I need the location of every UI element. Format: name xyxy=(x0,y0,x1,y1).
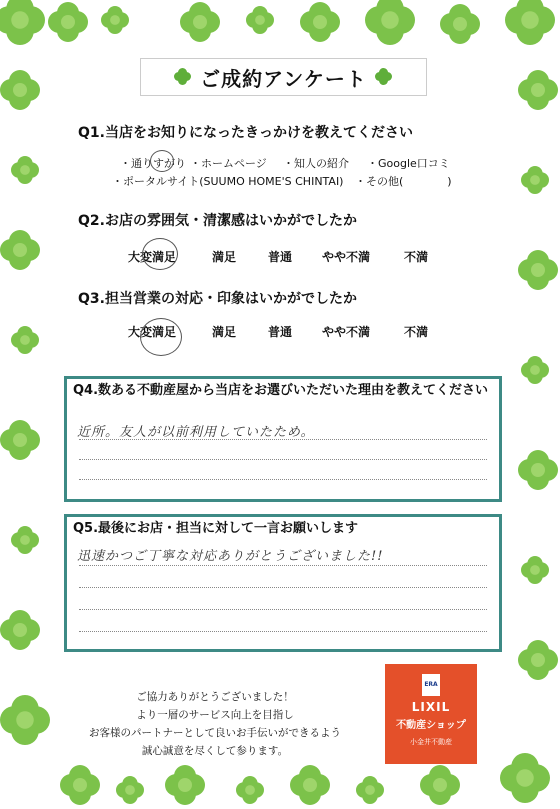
q3-selection-mark xyxy=(140,318,182,356)
q5-question: Q5.最後にお店・担当に対して一言お願いします xyxy=(73,521,359,536)
logo-brand: LIXIL xyxy=(411,700,451,714)
thanks-line: より一層のサービス向上を目指し xyxy=(136,709,294,721)
q2-selection-mark xyxy=(142,238,178,270)
answer-line xyxy=(79,631,487,632)
q2-rating-option[interactable]: 不満 xyxy=(404,250,429,264)
q4-handwritten-answer[interactable]: 近所。友人が以前利用していたため。 xyxy=(77,425,315,440)
clover-icon xyxy=(375,68,393,86)
q5-handwritten-answer[interactable]: 迅速かつご丁寧な対応ありがとうございました!! xyxy=(77,549,384,564)
q3-rating-option[interactable]: 普通 xyxy=(268,325,293,339)
q3-rating-option[interactable]: やや不満 xyxy=(322,325,371,339)
q1-option[interactable]: ・Google口コミ xyxy=(367,157,450,170)
logo-shop-name: 不動産ショップ xyxy=(396,720,466,731)
thanks-line: 誠心誠意を尽くして参ります。 xyxy=(141,745,289,757)
q1-option[interactable]: ・ポータルサイト(SUUMO HOME'S CHINTAI) xyxy=(112,175,344,188)
answer-line xyxy=(79,459,487,460)
survey-title-box xyxy=(140,58,427,96)
survey-title: ご成約アンケート xyxy=(200,66,367,91)
q1-option[interactable]: ・知人の紹介 xyxy=(283,157,349,170)
q1-option[interactable]: ・ホームページ xyxy=(190,157,267,170)
thanks-line: お客様のパートナーとして良いお手伝いができるよう xyxy=(89,727,341,739)
answer-line xyxy=(79,479,487,480)
q2-rating-option[interactable]: やや不満 xyxy=(322,250,371,264)
q4-question: Q4.数ある不動産屋から当店をお選びいただいた理由を教えてください xyxy=(73,383,489,398)
q2-rating-option[interactable]: 大変満足 xyxy=(128,250,177,264)
q1-option[interactable]: ・通りすがり xyxy=(120,157,186,170)
answer-line xyxy=(79,565,487,566)
q3-rating-option[interactable]: 不満 xyxy=(404,325,429,339)
answer-line xyxy=(79,587,487,588)
q5-panel xyxy=(64,514,502,652)
q3-rating-option[interactable]: 大変満足 xyxy=(128,325,177,339)
q2-question: Q2.お店の雰囲気・清潔感はいかがでしたか xyxy=(78,213,357,229)
q1-selection-mark xyxy=(150,150,174,172)
answer-line xyxy=(79,609,487,610)
answer-line xyxy=(79,439,487,440)
clover-icon xyxy=(174,68,192,86)
q2-rating-option[interactable]: 普通 xyxy=(268,250,293,264)
q3-rating-option[interactable]: 満足 xyxy=(212,325,237,339)
q2-rating-option[interactable]: 満足 xyxy=(212,250,237,264)
q3-question: Q3.担当営業の対応・印象はいかがでしたか xyxy=(78,291,357,307)
era-logo-icon: ERA xyxy=(422,674,440,696)
thanks-line: ご協力ありがとうございました！ xyxy=(136,691,294,703)
lixil-logo xyxy=(385,664,477,764)
q1-option[interactable]: ・その他( ) xyxy=(355,175,452,188)
q4-panel xyxy=(64,376,502,502)
thank-you-message xyxy=(70,688,360,760)
q1-question: Q1.当店をお知りになったきっかけを教えてください xyxy=(78,125,413,141)
logo-branch-name: 小金井不動産 xyxy=(410,738,452,746)
